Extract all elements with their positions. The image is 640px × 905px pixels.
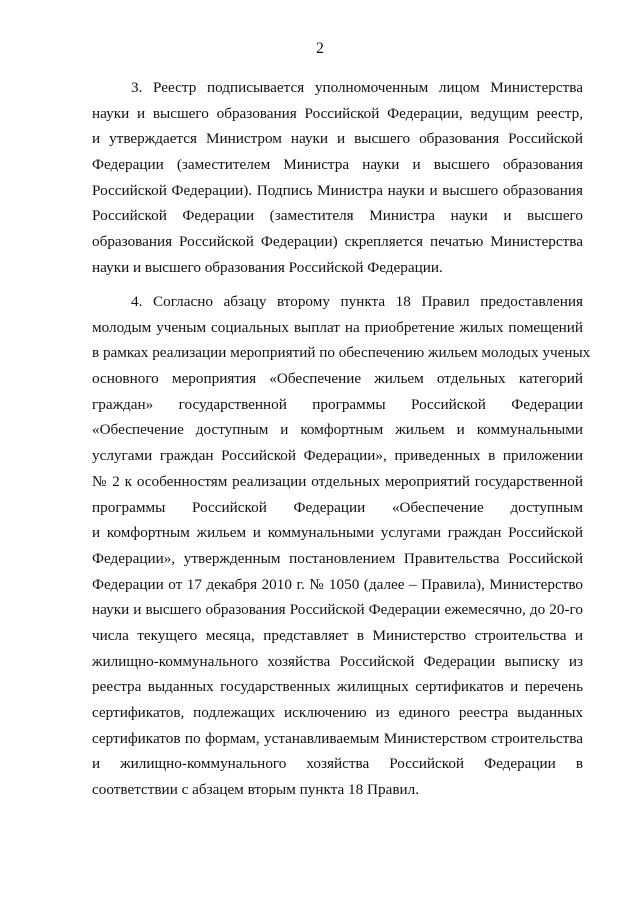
text-line: соответствии с абзацем вторым пункта 18 Правил. (92, 781, 420, 799)
paragraph-4 (92, 289, 591, 803)
text-line: реестра выданных государственных жилищных сертификатов и перечень (92, 678, 583, 696)
text-line: молодым ученым социальных выплат на приобретение жилых помещений (92, 318, 583, 336)
text-line: сертификатов, подлежащих исключению из единого реестра выданных (92, 704, 583, 721)
text-line: Федерации (заместителем Министра науки и высшего образования (92, 156, 583, 174)
text-line: Федерации», утвержденным постановлением Правительства Российской (92, 549, 583, 567)
text-line: и жилищно-коммунального хозяйства Российской Федерации в (92, 755, 583, 773)
paragraph-3 (92, 75, 583, 281)
page-number: 2 (316, 40, 324, 57)
text-line: и утверждается Министром науки и высшего образования Российской (92, 130, 583, 148)
text-line: науки и высшего образования Российской Федерации ежемесячно, до 20-го (92, 601, 583, 619)
text-line: программы Российской Федерации «Обеспечение доступным (92, 498, 583, 516)
text-line: и комфортным жильем и коммунальными услугами граждан Российской (92, 524, 583, 542)
text-line: Российской Федерации (заместителя Министра науки и высшего (92, 207, 583, 225)
text-line: Российской Федерации). Подпись Министра науки и высшего образования (92, 181, 583, 199)
text-line: жилищно-коммунального хозяйства Российской Федерации выписку из (92, 652, 583, 670)
text-line: науки и высшего образования Российской Федерации. (92, 258, 443, 276)
text-line: Федерации от 17 декабря 2010 г. № 1050 (далее – Правила), Министерство (92, 575, 583, 593)
text-line: 3. Реестр подписывается уполномоченным лицом Министерства (131, 79, 583, 96)
text-line: в рамках реализации мероприятий по обеспечению жильем молодых ученых (92, 344, 591, 362)
text-line: образования Российской Федерации) скрепляется печатью Министерства (92, 233, 583, 251)
text-line: «Обеспечение доступным и комфортным жильем и коммунальными (92, 421, 583, 439)
text-line: граждан» государственной программы Российской Федерации (92, 395, 583, 413)
text-line: числа текущего месяца, представляет в Министерство строительства и (92, 626, 583, 644)
text-line: основного мероприятия «Обеспечение жильем отдельных категорий (92, 370, 583, 388)
text-line: № 2 к особенностям реализации отдельных мероприятий государственной (92, 472, 583, 490)
text-line: науки и высшего образования Российской Федерации, ведущим реестр, (92, 104, 583, 122)
text-line: 4. Согласно абзацу второму пункта 18 Правил предоставления (131, 293, 583, 310)
text-line: сертификатов по формам, устанавливаемым Министерством строительства (92, 729, 583, 747)
text-line: услугами граждан Российской Федерации», приведенных в приложении (92, 447, 583, 465)
